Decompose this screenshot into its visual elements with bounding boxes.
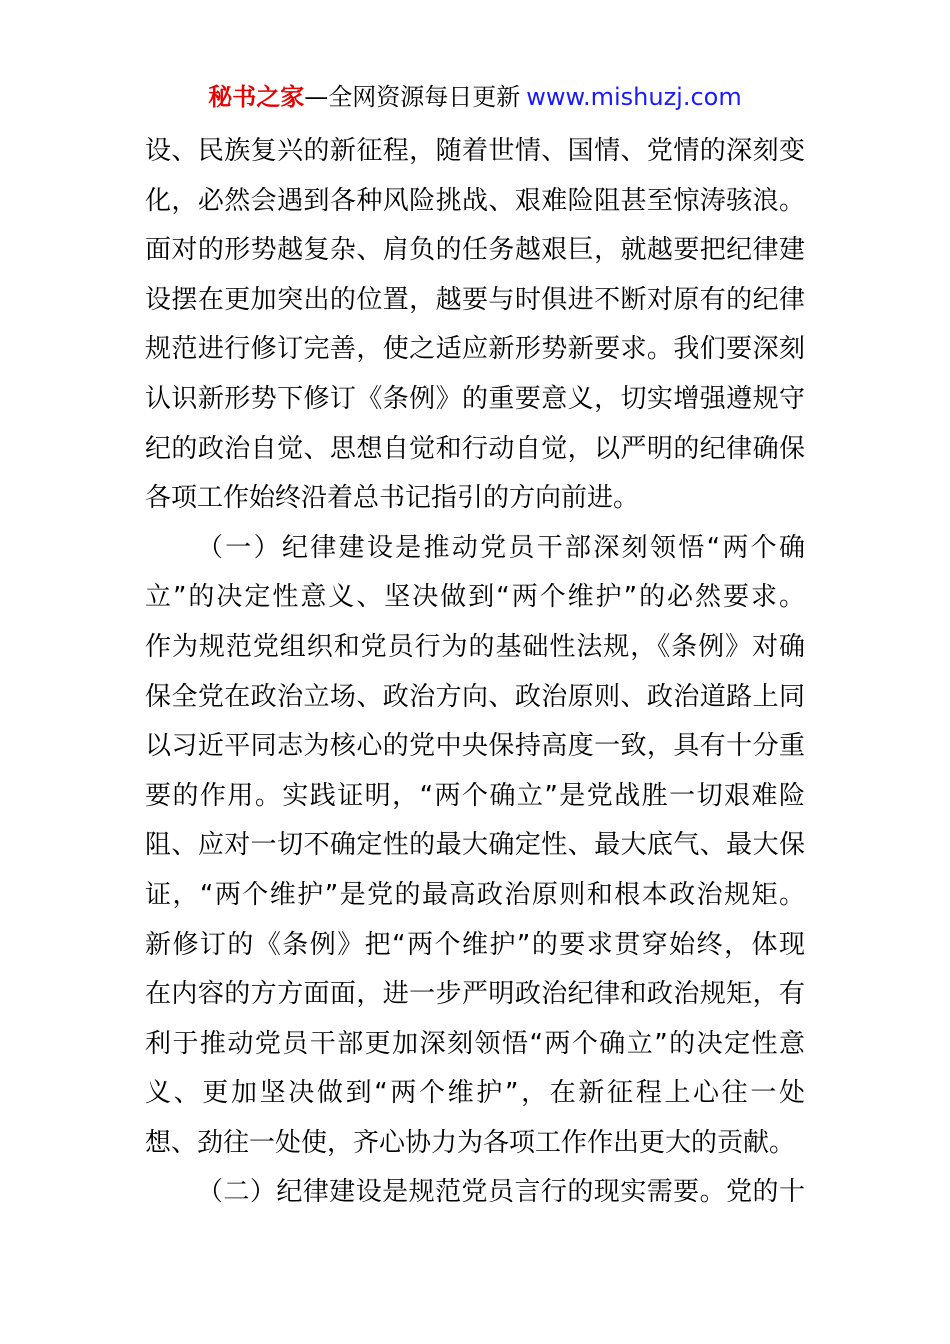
text-line: 各项工作始终沿着总书记指引的方向前进。: [145, 483, 640, 514]
text-line: 新修订的《条例》把“两个维护”的要求贯穿始终，体现: [145, 929, 805, 960]
section-heading-line: （二）纪律建设是规范党员言行的现实需要。党的十: [197, 1177, 805, 1208]
text-line: 设、民族复兴的新征程，随着世情、国情、党情的深刻变: [145, 136, 805, 166]
text-line: 认识新形势下修订《条例》的重要意义，切实增强遵规守: [145, 383, 805, 414]
text-line: 面对的形势越复杂、肩负的任务越艰巨，就越要把纪律建: [145, 235, 805, 266]
text-line: 义、更加坚决做到“两个维护”，在新征程上心往一处: [145, 1078, 805, 1109]
text-line: 在内容的方方面面，进一步严明政治纪律和政治规矩，有: [145, 979, 805, 1010]
site-header: [0, 80, 950, 114]
text-line: 设摆在更加突出的位置，越要与时俱进不断对原有的纪律: [145, 284, 805, 315]
text-line: 规范进行修订完善，使之适应新形势新要求。我们要深刻: [145, 334, 805, 365]
text-line: 利于推动党员干部更加深刻领悟“两个确立”的决定性意: [145, 1028, 805, 1059]
document-body: [145, 127, 805, 1218]
text-line: 立”的决定性意义、坚决做到“两个维护”的必然要求。: [145, 582, 805, 613]
text-line: 纪的政治自觉、思想自觉和行动自觉，以严明的纪律确保: [145, 433, 805, 464]
text-line: 要的作用。实践证明，“两个确立”是党战胜一切艰难险: [145, 780, 805, 811]
brand-name: 秘书之家: [208, 83, 305, 111]
text-line: 证，“两个维护”是党的最高政治原则和根本政治规矩。: [145, 879, 805, 910]
text-line: 以习近平同志为核心的党中央保持高度一致，具有十分重: [145, 731, 805, 762]
text-line: 保全党在政治立场、政治方向、政治原则、政治道路上同: [145, 681, 805, 712]
text-line: 化，必然会遇到各种风险挑战、艰难险阻甚至惊涛骇浪。: [145, 185, 805, 216]
text-line: 想、劲往一处使，齐心协力为各项工作作出更大的贡献。: [145, 1127, 796, 1158]
site-url-link[interactable]: www.mishuzj.com: [526, 83, 742, 111]
section-heading-line: （一）纪律建设是推动党员干部深刻领悟“两个确: [197, 532, 805, 563]
text-line: 阻、应对一切不确定性的最大确定性、最大底气、最大保: [145, 830, 805, 861]
text-line: 作为规范党组织和党员行为的基础性法规，《条例》对确: [145, 631, 805, 662]
header-tagline: —全网资源每日更新: [304, 83, 521, 111]
